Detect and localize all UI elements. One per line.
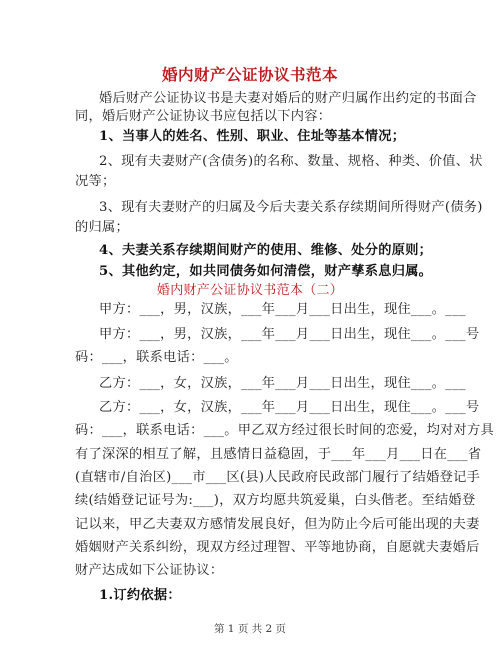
intro-paragraph-line: 同，婚后财产公证协议书应包括以下内容： — [75, 109, 332, 124]
page-footer: 第 1 页 共 2 页 — [213, 623, 287, 635]
section-heading: 1.订约依据： — [99, 588, 181, 603]
party-b-line: 乙方：___，女，汉族，___年___月___日出生，现住___。___号 — [99, 400, 480, 415]
body-paragraph-line: 码：___，联系电话：___。甲乙双方经过很长时间的恋爱，均对对方具 — [75, 423, 495, 438]
list-item-3: 3、现有夫妻财产的归属及今后夫妻关系存续期间所得财产(债务) — [99, 200, 483, 215]
document-title: 婚内财产公证协议书范本 — [161, 65, 338, 84]
party-a-line: 码：___，联系电话：___。 — [75, 350, 238, 365]
body-paragraph-line: 财产达成如下公证协议： — [75, 563, 224, 578]
list-item-4: 4、夫妻关系存续期间财产的使用、维修、处分的原则； — [99, 243, 433, 258]
list-item-3-continued: 的归属； — [75, 220, 129, 235]
list-item-5: 5、其他约定，如共同债务如何清偿，财产孳系息归属。 — [99, 264, 433, 279]
party-b-line: 乙方：___，女，汉族，___年___月___日出生，现住___。___ — [99, 376, 466, 391]
list-item-2-continued: 况等； — [75, 174, 116, 189]
party-a-line: 甲方：___，男，汉族，___年___月___日出生，现住___。___号 — [99, 327, 480, 342]
body-paragraph-line: 婚姻财产关系纠纷，现双方经过理智、平等地协商，自愿就夫妻婚后 — [75, 540, 480, 555]
list-item-1: 1、当事人的姓名、性别、职业、住址等基本情况； — [99, 129, 406, 144]
body-paragraph-line: 续(结婚登记证号为:___)，双方均愿共筑爱巢，白头偕老。至结婚登 — [75, 493, 476, 508]
body-paragraph-line: 记以来，甲乙夫妻双方感情发展良好，但为防止今后可能出现的夫妻 — [75, 517, 480, 532]
intro-paragraph-line: 婚后财产公证协议书是夫妻对婚后的财产归属作出约定的书面合 — [99, 91, 477, 106]
body-paragraph-line: 有了深深的相互了解，且感情日益稳固，于___年___月___日在___省 — [75, 447, 482, 462]
list-item-2: 2、现有夫妻财产(含债务)的名称、数量、规格、种类、价值、状 — [99, 154, 483, 169]
party-a-line: 甲方：___，男，汉族，___年___月___日出生，现住___。___ — [99, 302, 466, 317]
section-subtitle: 婚内财产公证协议书范本（二） — [156, 283, 344, 298]
body-paragraph-line: (直辖市/自治区)___市___区(县)人民政府民政部门履行了结婚登记手 — [75, 470, 481, 485]
